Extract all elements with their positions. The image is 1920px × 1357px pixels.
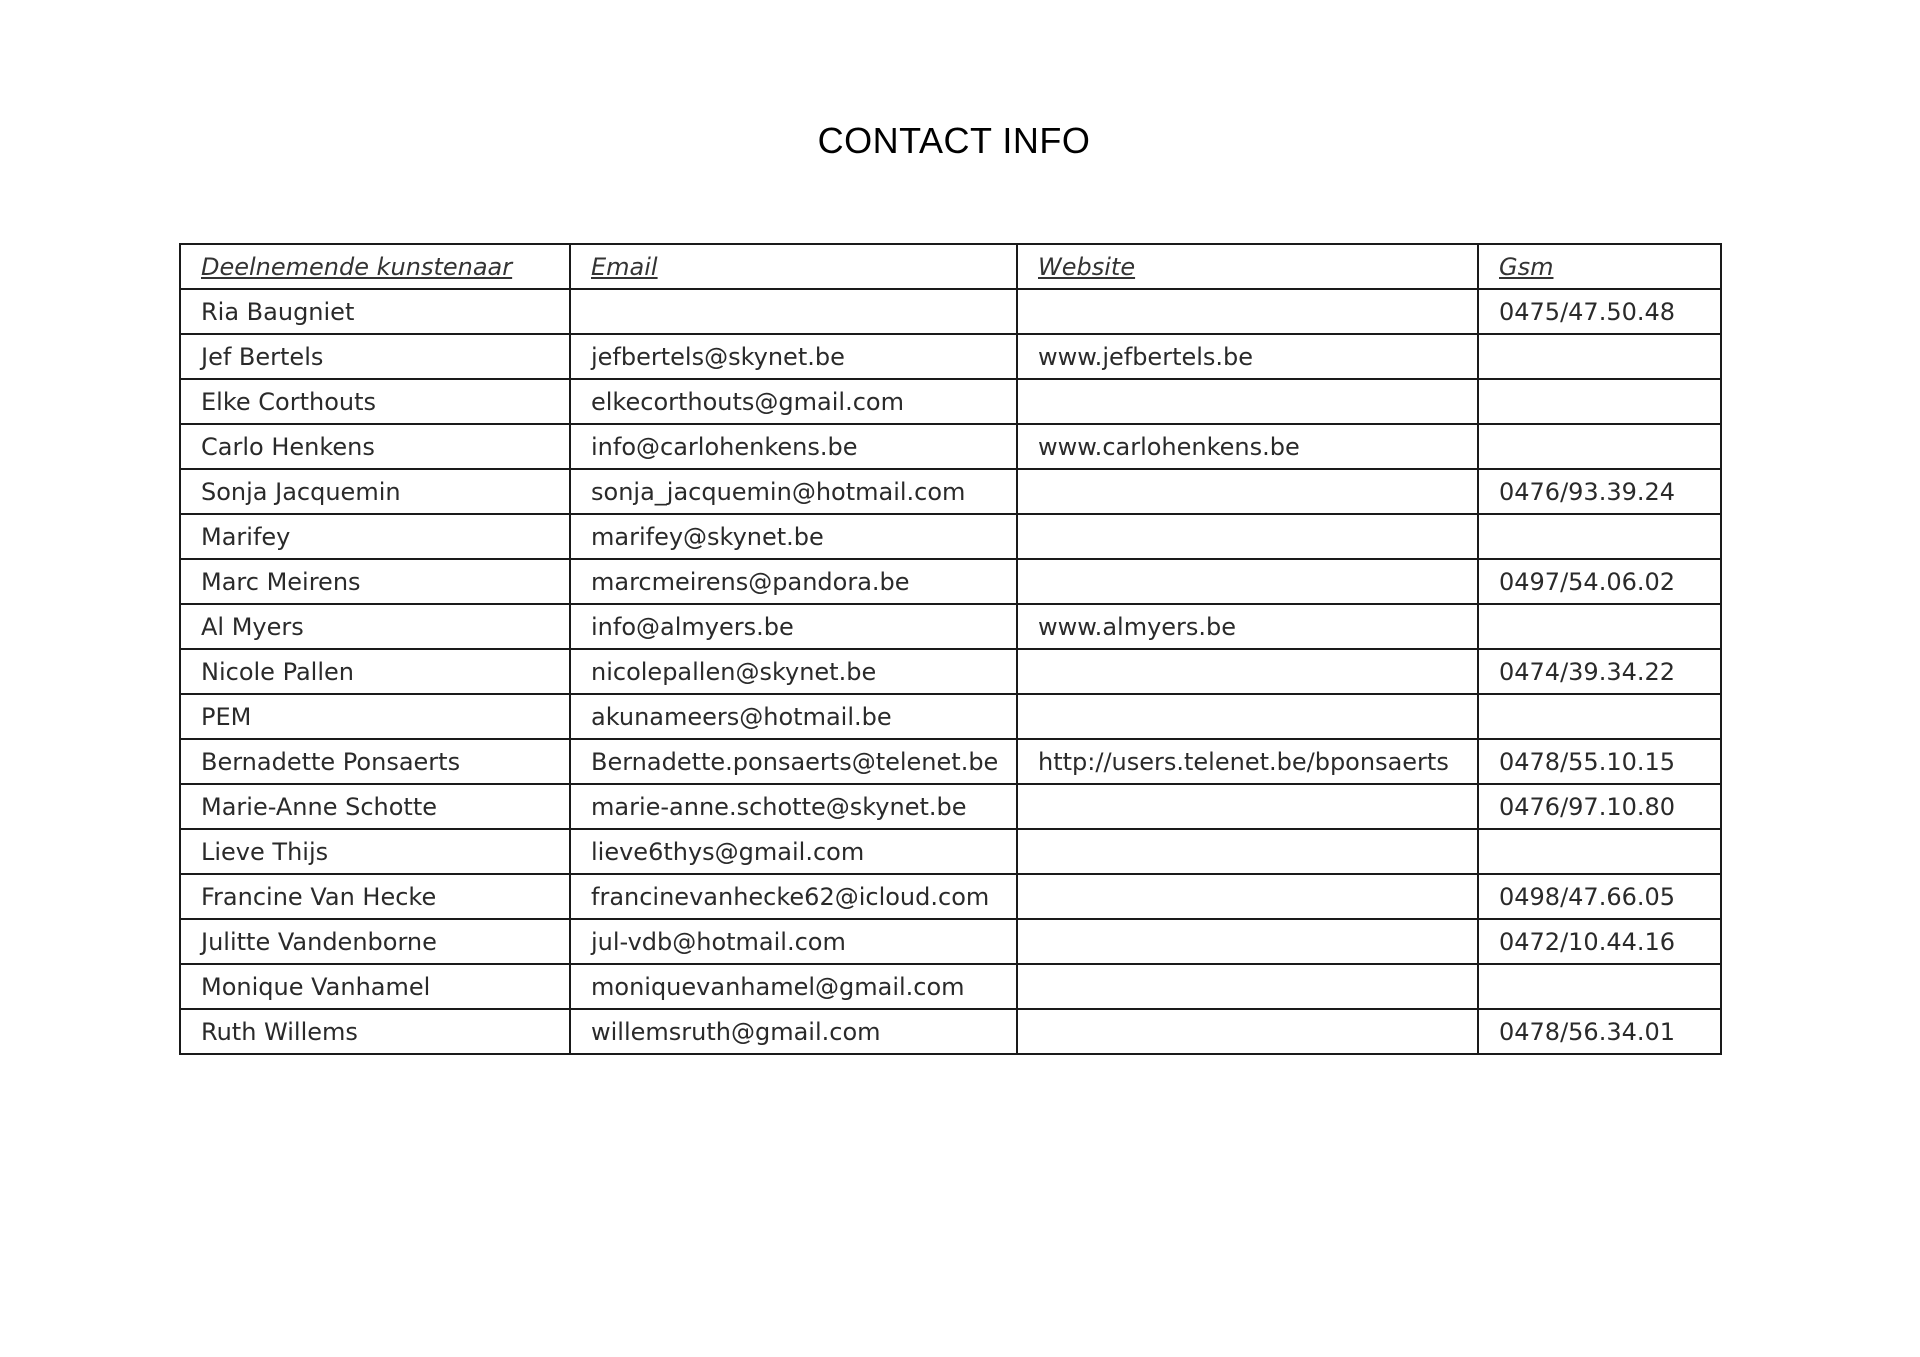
website-cell (1017, 379, 1478, 424)
email-cell: francinevanhecke62@icloud.com (570, 874, 1017, 919)
table-row (180, 649, 1721, 694)
header-email: Email (570, 244, 1017, 289)
gsm-cell: 0478/56.34.01 (1478, 1009, 1721, 1054)
email-cell: nicolepallen@skynet.be (570, 649, 1017, 694)
email-cell: sonja_jacquemin@hotmail.com (570, 469, 1017, 514)
table-row (180, 694, 1721, 739)
email-cell: elkecorthouts@gmail.com (570, 379, 1017, 424)
gsm-cell: 0474/39.34.22 (1478, 649, 1721, 694)
gsm-cell (1478, 964, 1721, 1009)
gsm-cell: 0472/10.44.16 (1478, 919, 1721, 964)
artist-name: Carlo Henkens (180, 424, 570, 469)
table-row (180, 289, 1721, 334)
gsm-cell (1478, 604, 1721, 649)
email-cell: info@carlohenkens.be (570, 424, 1017, 469)
table-row (180, 604, 1721, 649)
email-cell: lieve6thys@gmail.com (570, 829, 1017, 874)
website-cell: www.jefbertels.be (1017, 334, 1478, 379)
website-cell (1017, 964, 1478, 1009)
email-cell: akunameers@hotmail.be (570, 694, 1017, 739)
artist-name: Elke Corthouts (180, 379, 570, 424)
table-row (180, 514, 1721, 559)
table-row (180, 919, 1721, 964)
website-cell (1017, 289, 1478, 334)
gsm-cell: 0497/54.06.02 (1478, 559, 1721, 604)
website-cell (1017, 919, 1478, 964)
table-row (180, 379, 1721, 424)
website-cell (1017, 694, 1478, 739)
artist-name: Monique Vanhamel (180, 964, 570, 1009)
gsm-cell (1478, 829, 1721, 874)
artist-name: Ruth Willems (180, 1009, 570, 1054)
artist-name: PEM (180, 694, 570, 739)
artist-name: Ria Baugniet (180, 289, 570, 334)
gsm-cell: 0476/93.39.24 (1478, 469, 1721, 514)
contact-table (179, 243, 1722, 1055)
website-cell: http://users.telenet.be/bponsaerts (1017, 739, 1478, 784)
artist-name: Al Myers (180, 604, 570, 649)
email-cell: moniquevanhamel@gmail.com (570, 964, 1017, 1009)
website-cell: www.carlohenkens.be (1017, 424, 1478, 469)
table-row (180, 829, 1721, 874)
table-row (180, 874, 1721, 919)
email-cell: info@almyers.be (570, 604, 1017, 649)
email-cell: marcmeirens@pandora.be (570, 559, 1017, 604)
email-cell: jul-vdb@hotmail.com (570, 919, 1017, 964)
table-row (180, 1009, 1721, 1054)
gsm-cell (1478, 424, 1721, 469)
email-cell: jefbertels@skynet.be (570, 334, 1017, 379)
gsm-cell (1478, 514, 1721, 559)
website-cell (1017, 1009, 1478, 1054)
header-artist: Deelnemende kunstenaar (180, 244, 570, 289)
gsm-cell: 0476/97.10.80 (1478, 784, 1721, 829)
header-website: Website (1017, 244, 1478, 289)
table-row (180, 334, 1721, 379)
gsm-cell (1478, 379, 1721, 424)
website-cell (1017, 874, 1478, 919)
artist-name: Marie-Anne Schotte (180, 784, 570, 829)
table-row (180, 739, 1721, 784)
artist-name: Nicole Pallen (180, 649, 570, 694)
website-cell: www.almyers.be (1017, 604, 1478, 649)
artist-name: Lieve Thijs (180, 829, 570, 874)
email-cell: Bernadette.ponsaerts@telenet.be (570, 739, 1017, 784)
table-row (180, 964, 1721, 1009)
table-row (180, 424, 1721, 469)
website-cell (1017, 649, 1478, 694)
gsm-cell: 0475/47.50.48 (1478, 289, 1721, 334)
website-cell (1017, 469, 1478, 514)
artist-name: Bernadette Ponsaerts (180, 739, 570, 784)
website-cell (1017, 559, 1478, 604)
table-header-row (180, 244, 1721, 289)
table-row (180, 469, 1721, 514)
artist-name: Jef Bertels (180, 334, 570, 379)
artist-name: Sonja Jacquemin (180, 469, 570, 514)
email-cell (570, 289, 1017, 334)
website-cell (1017, 829, 1478, 874)
website-cell (1017, 784, 1478, 829)
artist-name: Francine Van Hecke (180, 874, 570, 919)
artist-name: Julitte Vandenborne (180, 919, 570, 964)
table-row (180, 559, 1721, 604)
page-title: CONTACT INFO (817, 120, 1091, 161)
artist-name: Marifey (180, 514, 570, 559)
email-cell: willemsruth@gmail.com (570, 1009, 1017, 1054)
gsm-cell: 0498/47.66.05 (1478, 874, 1721, 919)
gsm-cell: 0478/55.10.15 (1478, 739, 1721, 784)
email-cell: marifey@skynet.be (570, 514, 1017, 559)
gsm-cell (1478, 334, 1721, 379)
email-cell: marie-anne.schotte@skynet.be (570, 784, 1017, 829)
header-gsm: Gsm (1478, 244, 1721, 289)
gsm-cell (1478, 694, 1721, 739)
table-row (180, 784, 1721, 829)
website-cell (1017, 514, 1478, 559)
artist-name: Marc Meirens (180, 559, 570, 604)
